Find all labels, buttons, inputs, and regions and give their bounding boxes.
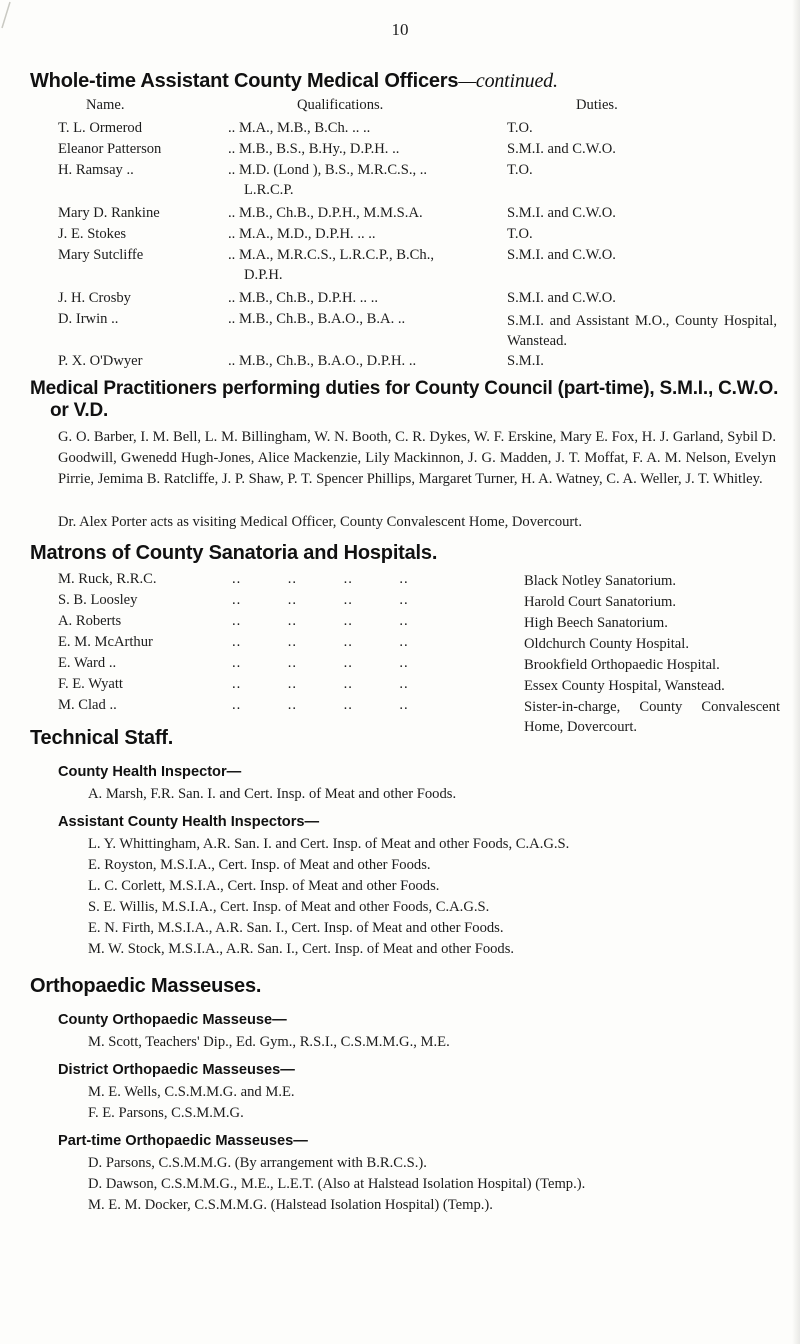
list-item: E. Royston, M.S.I.A., Cert. Insp. of Meat and other Foods. [88,857,431,873]
inspector-heading: County Health Inspector— [58,764,242,780]
officer-qualifications-cont: D.P.H. [244,267,283,283]
officer-qualifications: .. M.D. (Lond ), B.S., M.R.C.S., .. [228,162,428,178]
officer-duties: S.M.I. and C.W.O. [507,205,616,221]
officer-qualifications: .. M.B., Ch.B., B.A.O., D.P.H. .. [228,353,417,369]
officer-qualifications-cont: L.R.C.P. [244,182,294,198]
leader-dots: .. .. .. .. [232,697,409,713]
officer-duties: T.O. [507,120,533,136]
practitioners-heading-line2: or V.D. [50,400,109,421]
leader-dots: .. .. .. .. [232,613,409,629]
officer-duties: S.M.I. [507,353,544,369]
matron-name: E. Ward .. [58,655,117,671]
county-masseuse-entry: M. Scott, Teachers' Dip., Ed. Gym., R.S.I., C.S.M.M.G., M.E. [88,1034,450,1050]
list-item: F. E. Parsons, C.S.M.M.G. [88,1105,244,1121]
list-item: L. Y. Whittingham, A.R. San. I. and Cert. Insp. of Meat and other Foods, C.A.G.S. [88,836,570,852]
officer-name: J. H. Crosby [58,290,131,306]
district-masseuses-heading: District Orthopaedic Masseuses— [58,1062,295,1078]
leader-dots: .. .. .. .. [232,655,409,671]
matron-place: Oldchurch County Hospital. [524,636,689,652]
officer-duties: S.M.I. and Assistant M.O., County Hospital, Wanstead. [507,313,777,349]
officer-qualifications: .. M.B., Ch.B., D.P.H., M.M.S.A. [228,205,423,221]
matron-place: Harold Court Sanatorium. [524,594,676,610]
technical-heading: Technical Staff. [30,727,174,749]
assistant-inspectors-heading: Assistant County Health Inspectors— [58,814,320,830]
officer-name: J. E. Stokes [58,226,127,242]
officer-duties: S.M.I. and C.W.O. [507,141,616,157]
officer-name: Mary Sutcliffe [58,247,144,263]
list-item: M. W. Stock, M.S.I.A., A.R. San. I., Cert. Insp. of Meat and other Foods. [88,941,515,957]
officer-qualifications: .. M.A., M.B., B.Ch. .. .. [228,120,371,136]
officer-name: H. Ramsay .. [58,162,134,178]
practitioners-heading-line1: Medical Practitioners performing duties for County Council (part-time), S.M.I., C.W.O. [30,378,779,399]
matron-name: S. B. Loosley [58,592,138,608]
officer-name: D. Irwin .. [58,311,119,327]
leader-dots: .. .. .. .. [232,592,409,608]
matron-name: M. Ruck, R.R.C. [58,571,157,587]
section-title [30,70,558,93]
officer-name: P. X. O'Dwyer [58,353,143,369]
practitioners-heading [30,378,778,422]
practitioners-list: G. O. Barber, I. M. Bell, L. M. Billingham, W. N. Booth, C. R. Dykes, W. F. Erskine, Mary E. Fox, H. J. Garland, Sybil D. Goodwill, Gwenedd Hugh-Jones, Alice Mackenzie, Lily Mackinnon, J. G. Madden, J. T. Moffat, F. A. M. Nelson, Evelyn Pirrie, Jemima B. Ratcliffe, J. P. Shaw, P. T. Spencer Phillips, Margaret Turner, H. A. Watney, C. A. Weller, J. T. Whitley. [58,429,776,487]
officer-duties: T.O. [507,226,533,242]
officer-name: Eleanor Patterson [58,141,162,157]
list-item: M. E. M. Docker, C.S.M.M.G. (Halstead Isolation Hospital) (Temp.). [88,1197,493,1213]
matron-place: Sister-in-charge, County Convalescent Home, Dovercourt. [524,699,780,735]
officer-name: T. L. Ormerod [58,120,143,136]
masseuses-heading: Orthopaedic Masseuses. [30,975,262,997]
list-item: D. Dawson, C.S.M.M.G., M.E., L.E.T. (Also at Halstead Isolation Hospital) (Temp.). [88,1176,586,1192]
matron-name: A. Roberts [58,613,122,629]
matron-place: Essex County Hospital, Wanstead. [524,678,725,694]
matron-name: E. M. McArthur [58,634,153,650]
officer-name: Mary D. Rankine [58,205,160,221]
matron-name: M. Clad .. [58,697,117,713]
section-title-suffix: —continued. [458,70,558,92]
page-number: 10 [391,20,409,39]
section-title-main: Whole-time Assistant County Medical Officers [30,70,459,92]
matron-place: High Beech Sanatorium. [524,615,668,631]
officer-duties: T.O. [507,162,533,178]
officer-qualifications: .. M.B., Ch.B., D.P.H. .. .. [228,290,379,306]
leader-dots: .. .. .. .. [232,676,409,692]
leader-dots: .. .. .. .. [232,571,409,587]
parttime-masseuses-heading: Part-time Orthopaedic Masseuses— [58,1133,308,1149]
list-item: M. E. Wells, C.S.M.M.G. and M.E. [88,1084,295,1100]
column-header-name: Name. [86,97,125,113]
matron-place: Brookfield Orthopaedic Hospital. [524,657,720,673]
officer-duties: S.M.I. and C.W.O. [507,247,616,263]
matron-place: Black Notley Sanatorium. [524,573,676,589]
officer-qualifications: .. M.A., M.R.C.S., L.R.C.P., B.Ch., [228,247,434,263]
list-item: E. N. Firth, M.S.I.A., A.R. San. I., Cert. Insp. of Meat and other Foods. [88,920,504,936]
matron-name: F. E. Wyatt [58,676,123,692]
column-header-duties: Duties. [576,97,618,113]
list-item: S. E. Willis, M.S.I.A., Cert. Insp. of Meat and other Foods, C.A.G.S. [88,899,490,915]
leader-dots: .. .. .. .. [232,634,409,650]
officer-qualifications: .. M.A., M.D., D.P.H. .. .. [228,226,376,242]
matrons-heading: Matrons of County Sanatoria and Hospitals. [30,542,438,564]
practitioners-note: Dr. Alex Porter acts as visiting Medical Officer, County Convalescent Home, Dovercourt. [58,514,582,530]
page-right-edge [792,0,800,1344]
officer-qualifications: .. M.B., Ch.B., B.A.O., B.A. .. [228,311,406,327]
county-masseuse-heading: County Orthopaedic Masseuse— [58,1012,287,1028]
column-header-qualifications: Qualifications. [297,97,384,113]
inspector-entry: A. Marsh, F.R. San. I. and Cert. Insp. of Meat and other Foods. [88,786,457,802]
list-item: D. Parsons, C.S.M.M.G. (By arrangement with B.R.C.S.). [88,1155,427,1171]
list-item: L. C. Corlett, M.S.I.A., Cert. Insp. of Meat and other Foods. [88,878,440,894]
officer-duties: S.M.I. and C.W.O. [507,290,616,306]
officer-qualifications: .. M.B., B.S., B.Hy., D.P.H. .. [228,141,400,157]
